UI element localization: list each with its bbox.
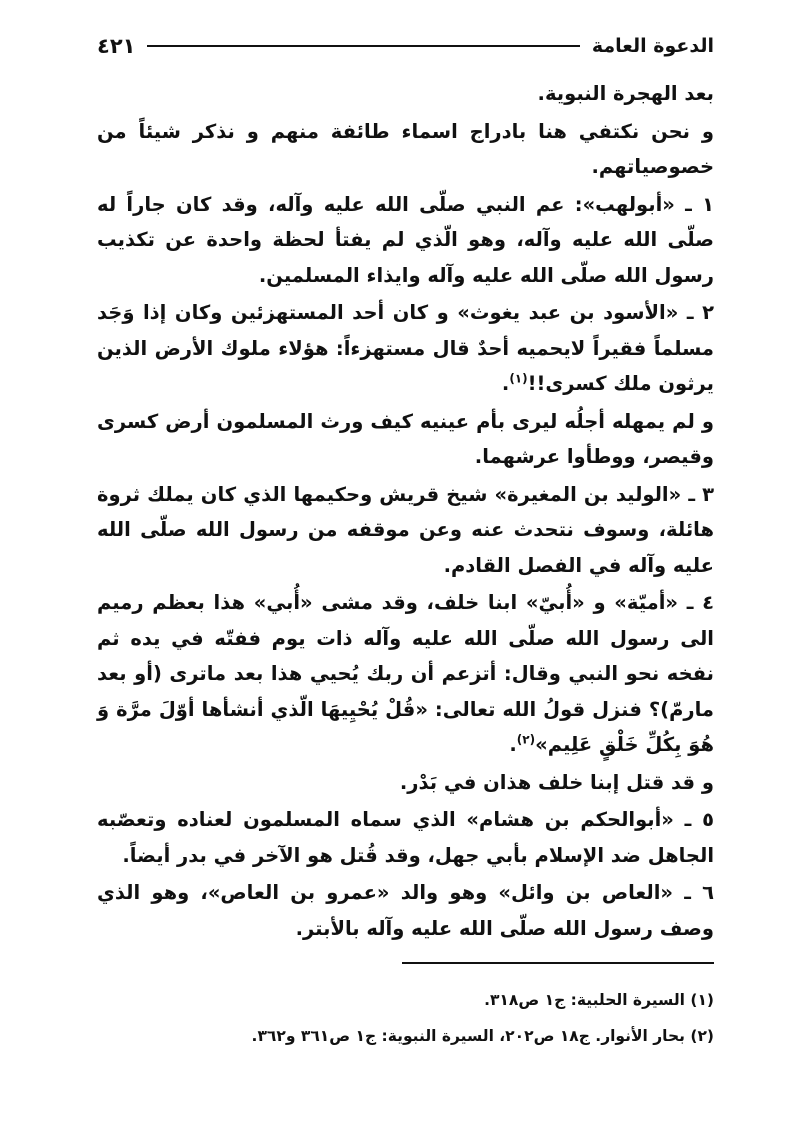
paragraph-6-end: . xyxy=(509,733,517,756)
running-header xyxy=(97,26,714,66)
paragraph-0: بعد الهجرة النبوية. xyxy=(537,82,714,105)
paragraph-9: ٦ ـ «العاص بن وائل» وهو والد «عمرو بن العاص»، وهو الذي وصف رسول الله صلّى الله عليه وآله بالأبتر. xyxy=(97,881,714,940)
page-number: ٤٢١ xyxy=(97,34,136,58)
footnotes xyxy=(97,982,714,1054)
footnote-ref-2: (٢) xyxy=(516,732,536,747)
paragraph-2: ١ ـ «أبولهب»: عم النبي صلّى الله عليه وآله، وقد كان جاراً له صلّى الله عليه وآله، وهو الّذي لم يفتأ لحظة واحدة عن تكذيب رسول الله صلّى الله عليه وآله وايذاء المسلمين. xyxy=(97,192,714,287)
paragraph-3 xyxy=(97,295,714,402)
paragraph-5: ٣ ـ «الوليد بن المغيرة» شيخ قريش وحكيمها الذي كان يملك ثروة هائلة، وسوف نتحدث عنه وعن موقفه من رسول الله صلّى الله عليه وآله في الفصل القادم. xyxy=(97,482,714,577)
paragraph-4: و لم يمهله أجلُه ليرى بأم عينيه كيف ورث المسلمون أرض كسرى وقيصر، ووطأوا عرشهما. xyxy=(97,409,714,468)
footnote-1: (١) السيرة الحلبية: ج١ ص٣١٨. xyxy=(484,991,714,1009)
paragraph-6 xyxy=(97,585,714,763)
paragraph-6-text: ٤ ـ «أميّة» و «أُبيّ» ابنا خلف، وقد مشى «أُبي» هذا بعظم رميم الى رسول الله صلّى الله عليه وآله ذات يوم ففتّه في يده ثم نفخه نحو النبي وقال: أتزعم أن ربك يُحيي هذا بعد ماترى (أو بعد مارمّ)؟ فنزل قولُ الله تعالى: «قُلْ يُحْيِيهَا الّذي أنشأها أوّلَ مرَّة وَ هُوَ بِكُلِّ خَلْقٍ عَلِيم» xyxy=(97,591,714,756)
paragraph-1: و نحن نكتفي هنا بادراج اسماء طائفة منهم و نذكر شيئاً من خصوصياتهم. xyxy=(97,119,714,178)
body-text xyxy=(97,76,714,948)
paragraph-7: و قد قتل إبنا خلف هذان في بَدْر. xyxy=(399,770,714,794)
header-rule xyxy=(147,45,579,47)
footnote-2: (٢) بحار الأنوار. ج١٨ ص٢٠٢، السيرة النبوية: ج١ ص٣٦١ و٣٦٢. xyxy=(251,1027,714,1045)
header-title: الدعوة العامة xyxy=(591,35,714,57)
paragraph-8: ٥ ـ «أبوالحكم بن هشام» الذي سماه المسلمون لعناده وتعصّبه الجاهل ضد الإسلام بأبي جهل، وقد قُتل هو الآخر في بدر أيضاً. xyxy=(97,808,714,867)
paragraph-3-text: ٢ ـ «الأسود بن عبد يغوث» و كان أحد المستهزئين وكان إذا وَجَد مسلماً فقيراً لايحميه أحدٌ قال مستهزءاً: هؤلاء ملوك الأرض الذين يرثون ملك كسرى!! xyxy=(97,301,714,395)
paragraph-3-end: . xyxy=(501,372,510,395)
footnote-ref-1: (١) xyxy=(509,371,528,386)
footnote-rule xyxy=(402,962,714,964)
